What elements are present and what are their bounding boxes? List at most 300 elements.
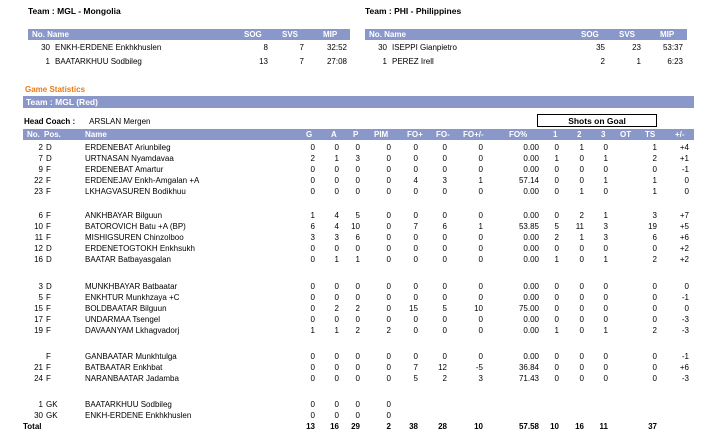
cell-no: 7 [38,154,43,163]
player-row [23,154,694,164]
cell-ts: 0 [652,282,657,291]
cell-no: 23 [34,187,43,196]
player-row [23,143,694,153]
cell-no: 11 [34,233,43,242]
cell-pim: 0 [386,293,391,302]
cell-fopm: 0 [478,315,483,324]
header-sog: SOG [244,30,262,39]
cell-pim: 0 [386,304,391,313]
player-row [23,222,694,232]
cell-pm: +2 [679,255,689,264]
cell-a: 4 [334,211,339,220]
cell-s3: 3 [603,222,608,231]
cell-ts: 0 [652,352,657,361]
cell-a: 0 [334,143,339,152]
col-fo-pct: FO% [509,130,528,139]
col-pim: PIM [374,130,389,139]
col-sog-3: 3 [601,130,606,139]
cell-fop: 0 [413,211,418,220]
cell-fop: 4 [413,176,418,185]
player-row [23,176,694,186]
goalie-mip: 53:37 [662,43,683,52]
cell-fopm: 0 [478,233,483,242]
cell-s2: 0 [579,326,584,335]
head-coach-label: Head Coach : [24,117,76,126]
cell-s2: 1 [579,233,584,242]
col-g: G [306,130,313,139]
cell-fom: 5 [442,304,447,313]
cell-ts: 2 [652,154,657,163]
player-row [23,363,694,373]
cell-a: 0 [334,411,339,420]
cell-fopct: 0.00 [523,143,539,152]
cell-s1: 1 [554,154,559,163]
cell-a: 0 [334,293,339,302]
cell-s3: 1 [603,211,608,220]
cell-name: DAVAANYAM Lkhagvadorj [85,326,180,335]
col-plus-minus: +/- [675,130,685,139]
player-row [23,233,694,243]
cell-pos: F [46,315,51,324]
cell-s1: 2 [554,233,559,242]
cell-fom: 0 [442,154,447,163]
cell-g: 3 [310,233,315,242]
cell-pos: F [46,233,51,242]
cell-s2: 0 [579,255,584,264]
cell-s2: 0 [579,282,584,291]
player-row [23,293,694,303]
cell-s1: 1 [554,326,559,335]
cell-fopct: 0.00 [523,187,539,196]
total-ts: 37 [648,422,657,431]
cell-pos: F [46,176,51,185]
col-fo-minus: FO- [436,130,450,139]
cell-g: 0 [310,293,315,302]
cell-no: 1 [38,400,43,409]
cell-s1: 5 [554,222,559,231]
cell-no: 12 [34,244,43,253]
cell-pim: 0 [386,187,391,196]
goalie-sog: 13 [259,57,268,66]
goalie-sog: 2 [600,57,605,66]
goalie-svs: 7 [299,43,304,52]
cell-fom: 0 [442,293,447,302]
cell-no: 6 [38,211,43,220]
cell-s1: 0 [554,187,559,196]
cell-no: 19 [34,326,43,335]
player-row [23,352,694,362]
cell-fopm: 10 [474,304,483,313]
goalie-name: ENKH-ERDENE Enkhkhuslen [55,43,162,52]
player-row [23,255,694,265]
cell-s2: 0 [579,315,584,324]
cell-fopm: 1 [478,222,483,231]
cell-pm: +4 [679,143,689,152]
cell-fop: 0 [413,233,418,242]
cell-p: 0 [355,282,360,291]
player-row [23,304,694,314]
cell-pm: -1 [681,352,689,361]
goalie-name: PEREZ Irell [392,57,434,66]
header-mip: MIP [323,30,338,39]
cell-ts: 0 [652,363,657,372]
cell-fop: 0 [413,154,418,163]
cell-no: 17 [34,315,43,324]
cell-no: 30 [34,411,43,420]
cell-pm: +2 [679,244,689,253]
cell-pm: +7 [679,211,689,220]
team-bar [23,96,694,108]
cell-s1: 0 [554,165,559,174]
cell-pim: 0 [386,233,391,242]
cell-s2: 0 [579,293,584,302]
cell-fom: 2 [442,374,447,383]
cell-s3: 1 [603,255,608,264]
cell-pos: GK [46,400,58,409]
cell-fom: 0 [442,326,447,335]
cell-ts: 1 [652,143,657,152]
cell-s1: 0 [554,143,559,152]
header-mip: MIP [660,30,675,39]
cell-s1: 0 [554,363,559,372]
cell-s2: 0 [579,304,584,313]
cell-p: 0 [355,244,360,253]
col-ts: TS [645,130,656,139]
goalie-sog: 8 [263,43,268,52]
cell-ts: 2 [652,326,657,335]
cell-fop: 7 [413,222,418,231]
cell-fopct: 0.00 [523,293,539,302]
cell-fom: 0 [442,165,447,174]
cell-fopct: 0.00 [523,315,539,324]
goalie-sog: 35 [596,43,605,52]
col-pos: Pos. [44,130,61,139]
cell-fopct: 0.00 [523,233,539,242]
goalie-mip: 6:23 [667,57,683,66]
goalie-row [365,57,687,67]
total-fopct: 57.58 [518,422,539,431]
cell-s3: 0 [603,293,608,302]
cell-a: 1 [334,255,339,264]
cell-fom: 0 [442,187,447,196]
cell-s1: 0 [554,315,559,324]
cell-ts: 0 [652,165,657,174]
cell-g: 1 [310,211,315,220]
cell-fom: 0 [442,255,447,264]
cell-g: 0 [310,165,315,174]
cell-name: BAATARKHUU Sodbileg [85,400,172,409]
cell-fop: 15 [409,304,418,313]
cell-p: 6 [355,233,360,242]
cell-no: 22 [34,176,43,185]
cell-fopm: 0 [478,154,483,163]
cell-fop: 5 [413,374,418,383]
player-row [23,326,694,336]
cell-no: 16 [34,255,43,264]
cell-pos: D [46,255,52,264]
cell-pim: 0 [386,244,391,253]
total-p: 29 [351,422,360,431]
cell-s3: 1 [603,176,608,185]
cell-p: 2 [355,326,360,335]
goalie-row [28,43,350,53]
cell-pos: F [46,222,51,231]
cell-a: 0 [334,187,339,196]
cell-pos: D [46,282,52,291]
cell-g: 0 [310,187,315,196]
goalie-name: ISEPPI Gianpietro [392,43,457,52]
cell-ts: 1 [652,187,657,196]
cell-pos: D [46,143,52,152]
total-fom: 28 [438,422,447,431]
cell-fom: 0 [442,143,447,152]
cell-a: 0 [334,176,339,185]
goalie-row [365,43,687,53]
cell-pim: 0 [386,154,391,163]
cell-p: 5 [355,211,360,220]
cell-fopct: 0.00 [523,244,539,253]
cell-pm: -3 [681,326,689,335]
cell-p: 0 [355,187,360,196]
cell-p: 0 [355,165,360,174]
cell-pos: D [46,244,52,253]
cell-pim: 0 [386,222,391,231]
col-sog-1: 1 [553,130,558,139]
cell-fopm: 1 [478,176,483,185]
col-ot: OT [620,130,632,139]
cell-pm: 0 [684,176,689,185]
cell-s3: 1 [603,154,608,163]
cell-pim: 0 [386,315,391,324]
cell-name: ENKHTUR Munkhzaya +C [85,293,180,302]
cell-no: 15 [34,304,43,313]
cell-g: 0 [310,282,315,291]
col-no: No. [27,130,40,139]
stats-column-header [23,129,694,140]
goalie-mip: 32:52 [326,43,347,52]
cell-pim: 0 [386,282,391,291]
cell-p: 0 [355,363,360,372]
col-fo-plus: FO+ [407,130,423,139]
cell-name: BATBAATAR Enkhbat [85,363,163,372]
cell-pim: 0 [386,400,391,409]
cell-fopm: 0 [478,165,483,174]
cell-g: 0 [310,315,315,324]
cell-fop: 0 [413,165,418,174]
cell-pos: F [46,304,51,313]
cell-no: 24 [34,374,43,383]
cell-pm: +6 [679,233,689,242]
cell-fom: 0 [442,315,447,324]
cell-pm: -1 [681,165,689,174]
cell-name: ENKH-ERDENE Enkhkhuslen [85,411,192,420]
cell-fopm: 0 [478,293,483,302]
cell-name: LKHAGVASUREN Bodikhuu [85,187,186,196]
goalie-svs: 1 [636,57,641,66]
player-row [23,282,694,292]
cell-pm: +5 [679,222,689,231]
cell-fop: 0 [413,143,418,152]
header-svs: SVS [619,30,636,39]
cell-p: 1 [355,255,360,264]
col-name: Name [85,130,107,139]
cell-p: 0 [355,315,360,324]
col-sog-2: 2 [577,130,582,139]
cell-name: BOLDBAATAR Bilguun [85,304,167,313]
cell-s3: 0 [603,282,608,291]
cell-a: 3 [334,233,339,242]
cell-ts: 0 [652,293,657,302]
cell-pim: 0 [386,165,391,174]
cell-pim: 2 [386,326,391,335]
player-row [23,211,694,221]
cell-fopm: 0 [478,282,483,291]
team-title: Team : MGL - Mongolia [28,6,121,16]
cell-a: 0 [334,315,339,324]
cell-pos: F [46,326,51,335]
cell-s1: 0 [554,282,559,291]
goalie-header-bar [365,29,687,40]
cell-g: 2 [310,154,315,163]
cell-g: 0 [310,304,315,313]
total-a: 16 [330,422,339,431]
cell-pos: F [46,293,51,302]
cell-p: 10 [351,222,360,231]
cell-s3: 0 [603,315,608,324]
cell-fopm: 0 [478,326,483,335]
cell-fopm: 0 [478,143,483,152]
cell-ts: 19 [648,222,657,231]
cell-fopct: 0.00 [523,165,539,174]
cell-fopm: -5 [475,363,483,372]
cell-fopct: 75.00 [518,304,539,313]
col-p: P [353,130,359,139]
player-row [23,244,694,254]
cell-pim: 0 [386,143,391,152]
cell-g: 0 [310,363,315,372]
cell-p: 0 [355,293,360,302]
cell-name: UNDARMAA Tsengel [85,315,160,324]
cell-s2: 0 [579,363,584,372]
player-row [23,165,694,175]
cell-g: 0 [310,400,315,409]
cell-name: NARANBAATAR Jadamba [85,374,179,383]
cell-s2: 0 [579,165,584,174]
cell-fop: 7 [413,363,418,372]
player-row [23,187,694,197]
cell-no: 21 [34,363,43,372]
head-coach [24,117,150,126]
cell-pim: 0 [386,374,391,383]
cell-s2: 0 [579,176,584,185]
cell-ts: 3 [652,211,657,220]
cell-fopct: 57.14 [518,176,539,185]
total-g: 13 [306,422,315,431]
cell-s3: 0 [603,244,608,253]
cell-fop: 0 [413,352,418,361]
cell-fopct: 0.00 [523,352,539,361]
cell-fopct: 0.00 [523,326,539,335]
cell-name: MISHIGSUREN Chinzolboo [85,233,184,242]
cell-fop: 0 [413,282,418,291]
cell-s2: 0 [579,374,584,383]
cell-s1: 1 [554,255,559,264]
cell-a: 0 [334,244,339,253]
player-row [23,315,694,325]
cell-ts: 0 [652,374,657,383]
total-label: Total [23,422,42,431]
cell-pm: 0 [684,282,689,291]
cell-ts: 6 [652,233,657,242]
cell-g: 0 [310,352,315,361]
goalie-row [28,57,350,67]
goalie-svs: 7 [299,57,304,66]
cell-s3: 0 [603,304,608,313]
shots-on-goal-label: Shots on Goal [568,116,626,126]
cell-no: 3 [38,282,43,291]
cell-name: URTNASAN Nyamdavaa [85,154,174,163]
cell-pm: +6 [679,363,689,372]
cell-fop: 0 [413,326,418,335]
cell-p: 0 [355,411,360,420]
cell-pm: -3 [681,315,689,324]
cell-fop: 0 [413,244,418,253]
cell-pos: F [46,374,51,383]
cell-s3: 3 [603,233,608,242]
cell-g: 0 [310,255,315,264]
cell-pim: 0 [386,411,391,420]
cell-pm: 0 [684,304,689,313]
cell-a: 0 [334,363,339,372]
cell-pm: -3 [681,374,689,383]
cell-pos: F [46,352,51,361]
cell-pos: F [46,187,51,196]
cell-fopm: 0 [478,211,483,220]
cell-a: 4 [334,222,339,231]
cell-pos: GK [46,411,58,420]
cell-fom: 0 [442,352,447,361]
cell-s1: 0 [554,352,559,361]
cell-g: 6 [310,222,315,231]
cell-pos: F [46,211,51,220]
cell-no: 9 [38,165,43,174]
goalie-header-bar [28,29,350,40]
cell-pm: 0 [684,187,689,196]
total-fop: 38 [409,422,418,431]
cell-s3: 0 [603,187,608,196]
cell-no: 5 [38,293,43,302]
cell-s1: 0 [554,176,559,185]
cell-fop: 0 [413,293,418,302]
cell-s1: 0 [554,304,559,313]
team-bar-label: Team : MGL (Red) [26,97,98,107]
cell-s3: 0 [603,143,608,152]
cell-a: 1 [334,154,339,163]
cell-fom: 0 [442,244,447,253]
cell-s3: 0 [603,352,608,361]
cell-p: 3 [355,154,360,163]
cell-fop: 0 [413,315,418,324]
cell-fopm: 3 [478,374,483,383]
cell-p: 0 [355,352,360,361]
cell-ts: 0 [652,244,657,253]
cell-g: 0 [310,374,315,383]
cell-a: 0 [334,374,339,383]
total-s2: 16 [575,422,584,431]
cell-fopm: 0 [478,244,483,253]
cell-name: GANBAATAR Munkhtulga [85,352,177,361]
cell-fom: 6 [442,222,447,231]
